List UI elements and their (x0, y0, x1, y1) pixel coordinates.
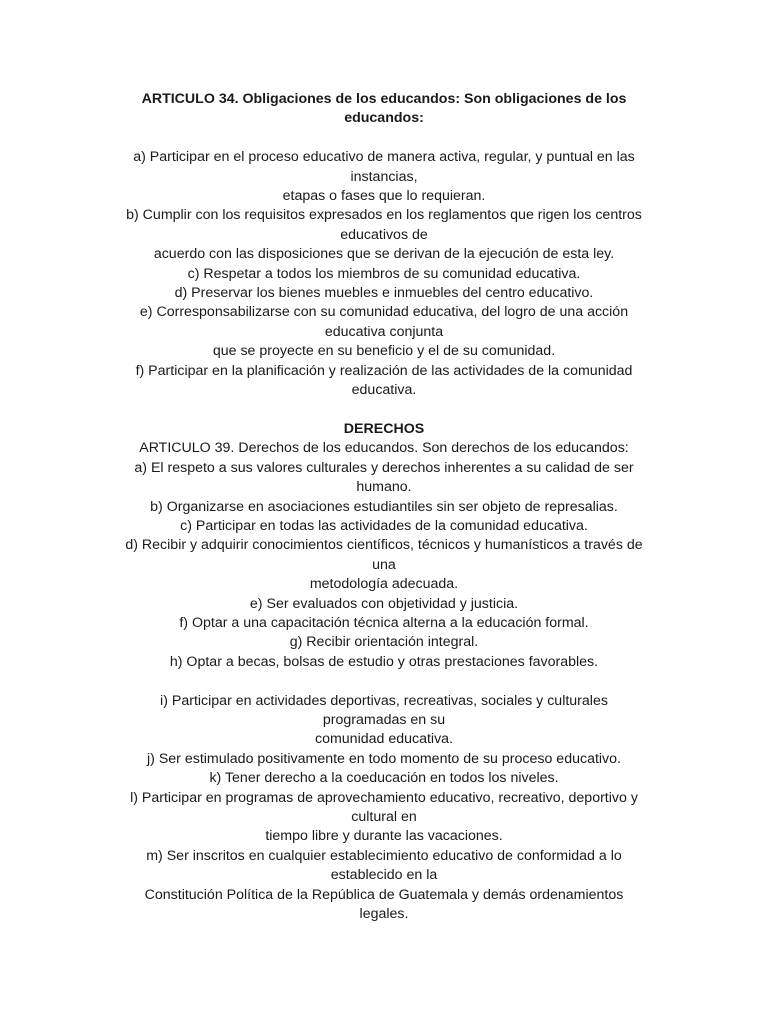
obligation-line: que se proyecte en su beneficio y el de su comunidad. (212, 343, 556, 360)
obligation-line: e) Corresponsabilizarse con su comunidad educativa, del logro de una acción (139, 304, 629, 321)
rights-line: legales. (359, 906, 409, 923)
obligation-line: f) Participar en la planificación y realización de las actividades de la comunidad (135, 362, 633, 379)
obligation-line: a) Participar en el proceso educativo de manera activa, regular, y puntual en las (133, 149, 635, 166)
article-34-title-line-2: educandos: (344, 110, 424, 127)
spacer (104, 129, 664, 148)
rights-line: a) El respeto a sus valores culturales y derechos inherentes a su calidad de ser (134, 459, 634, 476)
rights-line: b) Organizarse en asociaciones estudiantiles sin ser objeto de represalias. (150, 498, 618, 515)
obligations-list (104, 148, 664, 400)
obligation-line: d) Preservar los bienes muebles e inmuebles del centro educativo. (174, 285, 594, 302)
document-body (104, 90, 664, 924)
rights-list-part-2 (104, 692, 664, 925)
obligation-line: etapas o fases que lo requieran. (282, 188, 486, 205)
rights-line: g) Recibir orientación integral. (289, 634, 479, 651)
rights-line: m) Ser inscritos en cualquier establecimiento educativo de conformidad a lo (146, 847, 622, 864)
spacer (104, 672, 664, 691)
rights-line: e) Ser evaluados con objetividad y justicia. (249, 595, 519, 612)
rights-line: h) Optar a becas, bolsas de estudio y otras prestaciones favorables. (169, 653, 599, 670)
rights-line: j) Ser estimulado positivamente en todo momento de su proceso educativo. (147, 750, 621, 767)
rights-line: establecido en la (330, 867, 438, 884)
rights-line: Constitución Política de la República de Guatemala y demás ordenamientos (144, 886, 624, 903)
obligation-line: c) Respetar a todos los miembros de su comunidad educativa. (187, 265, 581, 282)
rights-line: l) Participar en programas de aprovechamiento educativo, recreativo, deportivo y (130, 789, 638, 806)
rights-line: i) Participar en actividades deportivas, recreativas, sociales y culturales (160, 692, 608, 709)
rights-line: humano. (356, 479, 412, 496)
spacer (104, 400, 664, 419)
rights-line: una (372, 556, 396, 573)
article-34-title-line-1: ARTICULO 34. Obligaciones de los educandos: Son obligaciones de los (141, 91, 627, 107)
obligation-line: educativos de (340, 226, 428, 243)
obligation-line: b) Cumplir con los requisitos expresados en los reglamentos que rigen los centros (126, 207, 642, 224)
rights-line: cultural en (351, 808, 417, 825)
rights-line: f) Optar a una capacitación técnica alterna a la educación formal. (179, 614, 589, 631)
rights-line: programadas en su (322, 711, 446, 728)
rights-line: ARTICULO 39. Derechos de los educandos. Son derechos de los educandos: (139, 440, 629, 457)
rights-heading: DERECHOS (343, 420, 425, 437)
rights-line: metodología adecuada. (309, 576, 459, 593)
rights-list-part-1 (104, 439, 664, 672)
obligation-line: acuerdo con las disposiciones que se derivan de la ejecución de esta ley. (153, 246, 615, 263)
obligation-line: educativa. (351, 382, 417, 399)
rights-line: comunidad educativa. (314, 731, 454, 748)
obligation-line: educativa conjunta (324, 323, 444, 340)
rights-line: d) Recibir y adquirir conocimientos científicos, técnicos y humanísticos a través de (125, 537, 643, 554)
rights-line: tiempo libre y durante las vacaciones. (265, 828, 503, 845)
rights-line: c) Participar en todas las actividades de la comunidad educativa. (180, 517, 588, 534)
rights-line: k) Tener derecho a la coeducación en todos los niveles. (209, 770, 559, 787)
obligation-line: instancias, (350, 168, 418, 185)
